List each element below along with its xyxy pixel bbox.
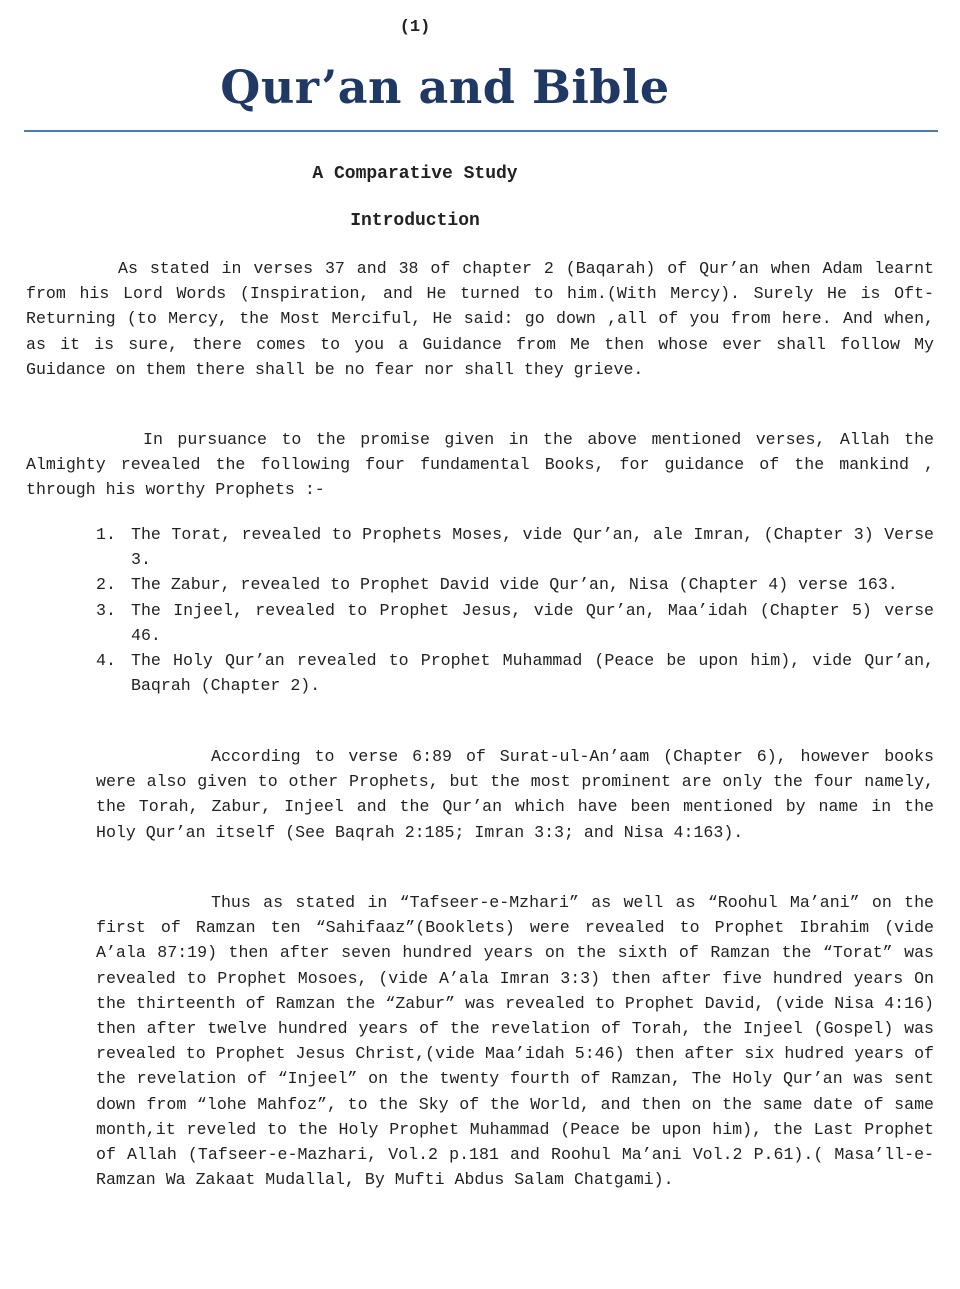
- document-subtitle: A Comparative Study: [312, 164, 518, 184]
- list-item-text: The Injeel, revealed to Prophet Jesus, vide Qur’an, Maa’idah (Chapter 5) verse 46.: [131, 600, 934, 645]
- paragraph-surat-anaam: According to verse 6:89 of Surat-ul-An’aam (Chapter 6), however books were also given to other Prophets, but the most prominent are only the four namely, the Torah, Zabur, Injeel and the Qur’an which have been mentioned by name in the Holy Qur’an itself (See Baqrah 2:185; Imran 3:3; and Nisa 4:163).: [96, 747, 934, 842]
- list-item: [96, 572, 934, 597]
- section-heading-introduction: Introduction: [350, 211, 480, 231]
- list-item: [96, 598, 934, 648]
- list-item-text: The Torat, revealed to Prophets Moses, vide Qur’an, ale Imran, (Chapter 3) Verse 3.: [131, 525, 934, 570]
- document-title: Qur’an and Bible: [220, 60, 670, 114]
- list-item-number: 4.: [96, 651, 116, 671]
- paragraph-four-books: In pursuance to the promise given in the above mentioned verses, Allah the Almighty revealed the following four fundamental Books, for guidance of the mankind , through his worthy Prophets :-: [26, 430, 934, 500]
- paragraph-tafseer-mazhari: Thus as stated in “Tafseer-e-Mzhari” as well as “Roohul Ma’ani” on the first of Ramzan ten “Sahifaaz”(Booklets) were revealed to Prophet Ibrahim (vide A’ala 87:19) then after seven hundred years on the sixth of Ramzan the “Torat” was revealed to Prophet Mosoes, (vide A’ala Imran 3:3) then after five hundred years On the thirteenth of Ramzan the “Zabur” was revealed to Prophet David, (vide Nisa 4:16) then after twelve hundred years of the revelation of Torah, the Injeel (Gospel) was revealed to Prophet Jesus Christ,(vide Maa’idah 5:46) then after six hudred years of the revelation of “Injeel” on the twenty fourth of Ramzan, The Holy Qur’an was sent down from “lohe Mahfoz”, to the Sky of the World, and then on the same date of same month,it reveled to the Holy Prophet Muhammad (Peace be upon him), the Last Prophet of Allah (Tafseer-e-Mazhari, Vol.2 p.181 and Roohul Ma’ani Vol.2 P.61).( Masa’ll-e-Ramzan Wa Zakaat Mudallal, By Mufti Abdus Salam Chatgami).: [96, 893, 934, 1190]
- list-item-text: The Zabur, revealed to Prophet David vide Qur’an, Nisa (Chapter 4) verse 163.: [131, 575, 898, 595]
- paragraph-verses-intro: As stated in verses 37 and 38 of chapter 2 (Baqarah) of Qur’an when Adam learnt from his Lord Words (Inspiration, and He turned to him.(With Mercy). Surely He is Oft-Returning (to Mercy, the Most Merciful, He said: go down ,all of you from here. And when, as it is sure, there comes to you a Guidance from Me then whose ever shall follow My Guidance on them there shall be no fear nor shall they grieve.: [26, 259, 934, 379]
- title-underline: [24, 130, 938, 132]
- list-item-number: 3.: [96, 600, 116, 620]
- list-item: [96, 522, 934, 572]
- list-item: [96, 648, 934, 698]
- list-item-number: 1.: [96, 525, 116, 544]
- books-list: [96, 522, 934, 698]
- list-item-text: The Holy Qur’an revealed to Prophet Muhammad (Peace be upon him), vide Qur’an, Baqrah (Chapter 2).: [131, 651, 934, 696]
- list-item-number: 2.: [96, 575, 116, 595]
- page-number: (1): [399, 18, 431, 37]
